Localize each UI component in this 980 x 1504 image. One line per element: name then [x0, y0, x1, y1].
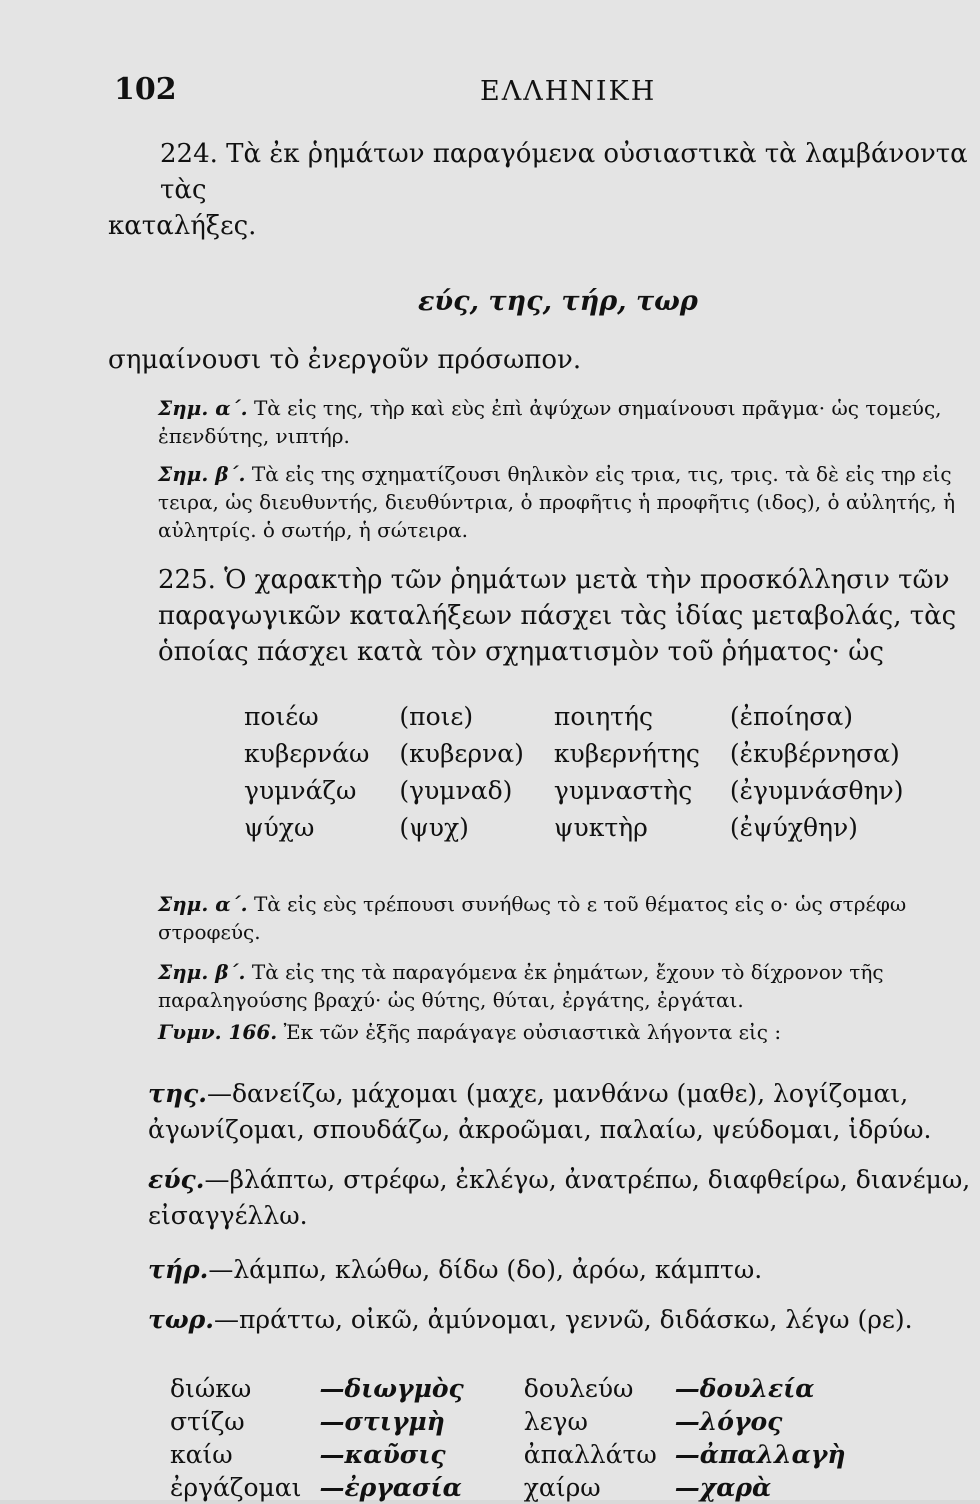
group-label: εύς.	[148, 1165, 205, 1194]
table-row	[170, 1405, 906, 1438]
table-cell: (ἐκυβέρνησα)	[729, 739, 900, 768]
table-row	[170, 1372, 906, 1405]
group-label: της.	[148, 1079, 207, 1108]
table-cell: —δουλεία	[674, 1374, 815, 1403]
derived-words-table	[170, 1372, 906, 1504]
table-row	[170, 1471, 906, 1504]
note-225-b	[108, 958, 980, 1014]
table-cell: γυμναστὴς	[553, 776, 693, 805]
table-cell: καίω	[170, 1440, 233, 1469]
note-label: Σημ. β΄.	[158, 462, 246, 486]
table-cell: ψυκτὴρ	[553, 813, 648, 842]
exercise-group-tes	[108, 1076, 980, 1148]
table-cell: —στιγμὴ	[319, 1407, 445, 1436]
table-cell: —καῦσις	[319, 1440, 446, 1469]
page-number: 102	[114, 72, 177, 107]
table-cell: κυβερνάω	[244, 739, 370, 768]
table-cell: (κυβερνα)	[399, 739, 524, 768]
table-cell: (γυμναδ)	[399, 776, 513, 805]
note-label: Σημ. α΄.	[158, 892, 248, 916]
table-cell: (ποιε)	[399, 702, 474, 731]
section-224-line1: 224. Τὰ ἐκ ῥημάτων παραγόμενα οὐσιαστικὰ τὰ λαμβάνοντα τὰς	[160, 139, 968, 205]
note-label: Σημ. α΄.	[158, 396, 248, 420]
table-cell: —χαρὰ	[674, 1473, 772, 1502]
exercise-group-tor	[108, 1302, 980, 1338]
table-row	[244, 698, 934, 735]
note-text: Τὰ εἰς της σχηματίζουσι θηλικὸν εἰς τρια, τις, τρις. τὰ δὲ εἰς τηρ εἰς τειρα, ὡς διευθυντής, διευθύντρια, ὁ προφῆτις ἡ προφῆτις (ιδος), ὁ αὐλητής, ἡ αὐλητρίς. ὁ σωτήρ, ἡ σώτειρα.	[158, 462, 956, 542]
note-225-a	[108, 890, 980, 946]
note-text: Τὰ εἰς της, τὴρ καὶ εὺς ἐπὶ ἀψύχων σημαίνουσι πρᾶγμα· ὡς τομεύς, ἐπενδύτης, νιπτήρ.	[158, 396, 942, 448]
table-row	[244, 809, 934, 846]
table-cell: κυβερνήτης	[553, 739, 700, 768]
table-cell: (ψυχ)	[399, 813, 469, 842]
exercise-group-eus	[108, 1162, 980, 1234]
table-cell: —ἐργασία	[319, 1473, 462, 1502]
running-title: ΕΛΛΗΝΙΚΗ	[480, 76, 657, 107]
group-text: —λάμπω, κλώθω, δίδω (δο), ἀρόω, κάμπτω.	[208, 1255, 763, 1284]
exercise-label: Γυμν. 166.	[158, 1020, 278, 1044]
table-row	[170, 1438, 906, 1471]
note-224-a	[108, 394, 980, 450]
table-cell: ψύχω	[244, 813, 315, 842]
section-224-line2: καταλήξες.	[108, 211, 257, 241]
exercise-text: Ἐκ τῶν ἑξῆς παράγαγε οὐσιαστικὰ λήγοντα εἰς :	[283, 1020, 782, 1044]
table-cell: (ἐψύχθην)	[729, 813, 858, 842]
section-224-meaning: σημαίνουσι τὸ ἐνεργοῦν πρόσωπον.	[108, 345, 582, 375]
group-text: —πράττω, οἰκῶ, ἀμύνομαι, γεννῶ, διδάσκω, λέγω (ρε).	[213, 1305, 913, 1334]
verb-derivation-table	[244, 698, 934, 846]
note-text: Τὰ εἰς εὺς τρέπουσι συνήθως τὸ ε τοῦ θέματος εἰς ο· ὡς στρέφω στροφεύς.	[158, 892, 907, 944]
group-label: τωρ.	[148, 1305, 214, 1334]
table-cell: —διωγμὸς	[319, 1374, 464, 1403]
group-text: —βλάπτω, στρέφω, ἐκλέγω, ἀνατρέπω, διαφθείρω, διανέμω, εἰσαγγέλλω.	[148, 1165, 971, 1230]
table-cell: διώκω	[170, 1374, 252, 1403]
note-text: Τὰ εἰς της τὰ παραγόμενα ἐκ ῥημάτων, ἔχουν τὸ δίχρονον τῆς παραληγούσης βραχύ· ὡς θύτης, θύται, ἐργάτης, ἐργάται.	[158, 960, 884, 1012]
note-224-b	[108, 460, 980, 544]
table-cell: (ἐγυμνάσθην)	[729, 776, 904, 805]
table-cell: (ἐποίησα)	[729, 702, 853, 731]
table-cell: ἀπαλλάτω	[523, 1440, 657, 1469]
table-row	[244, 772, 934, 809]
table-cell: δουλεύω	[523, 1374, 634, 1403]
table-cell: ποιητής	[553, 702, 653, 731]
page-header	[108, 62, 980, 112]
table-cell: χαίρω	[523, 1473, 601, 1502]
table-cell: ἐργάζομαι	[170, 1473, 302, 1502]
section-225: 225. Ὁ χαρακτὴρ τῶν ῥημάτων μετὰ τὴν προσκόλλησιν τῶν παραγωγικῶν καταλήξεων πάσχει τὰς ἰδίας μεταβολάς, τὰς ὁποίας πάσχει κατὰ τὸν σχηματισμὸν τοῦ ῥήματος· ὡς	[158, 565, 957, 667]
endings-list: εύς, της, τήρ, τωρ	[418, 286, 698, 317]
table-cell: λεγω	[523, 1407, 588, 1436]
table-cell: ποιέω	[244, 702, 319, 731]
table-cell: στίζω	[170, 1407, 245, 1436]
table-cell: —ἀπαλλαγὴ	[674, 1440, 846, 1469]
group-label: τήρ.	[148, 1255, 209, 1284]
exercise-group-ter	[108, 1252, 980, 1288]
table-cell: γυμνάζω	[244, 776, 357, 805]
group-text: —δανείζω, μάχομαι (μαχε, μανθάνω (μαθε), λογίζομαι, ἀγωνίζομαι, σπουδάζω, ἀκροῶμαι, παλαίω, ψεύδομαι, ἱδρύω.	[148, 1079, 932, 1144]
table-row	[244, 735, 934, 772]
exercise-166	[108, 1018, 980, 1046]
table-cell: —λόγος	[674, 1407, 783, 1436]
note-label: Σημ. β΄.	[158, 960, 246, 984]
